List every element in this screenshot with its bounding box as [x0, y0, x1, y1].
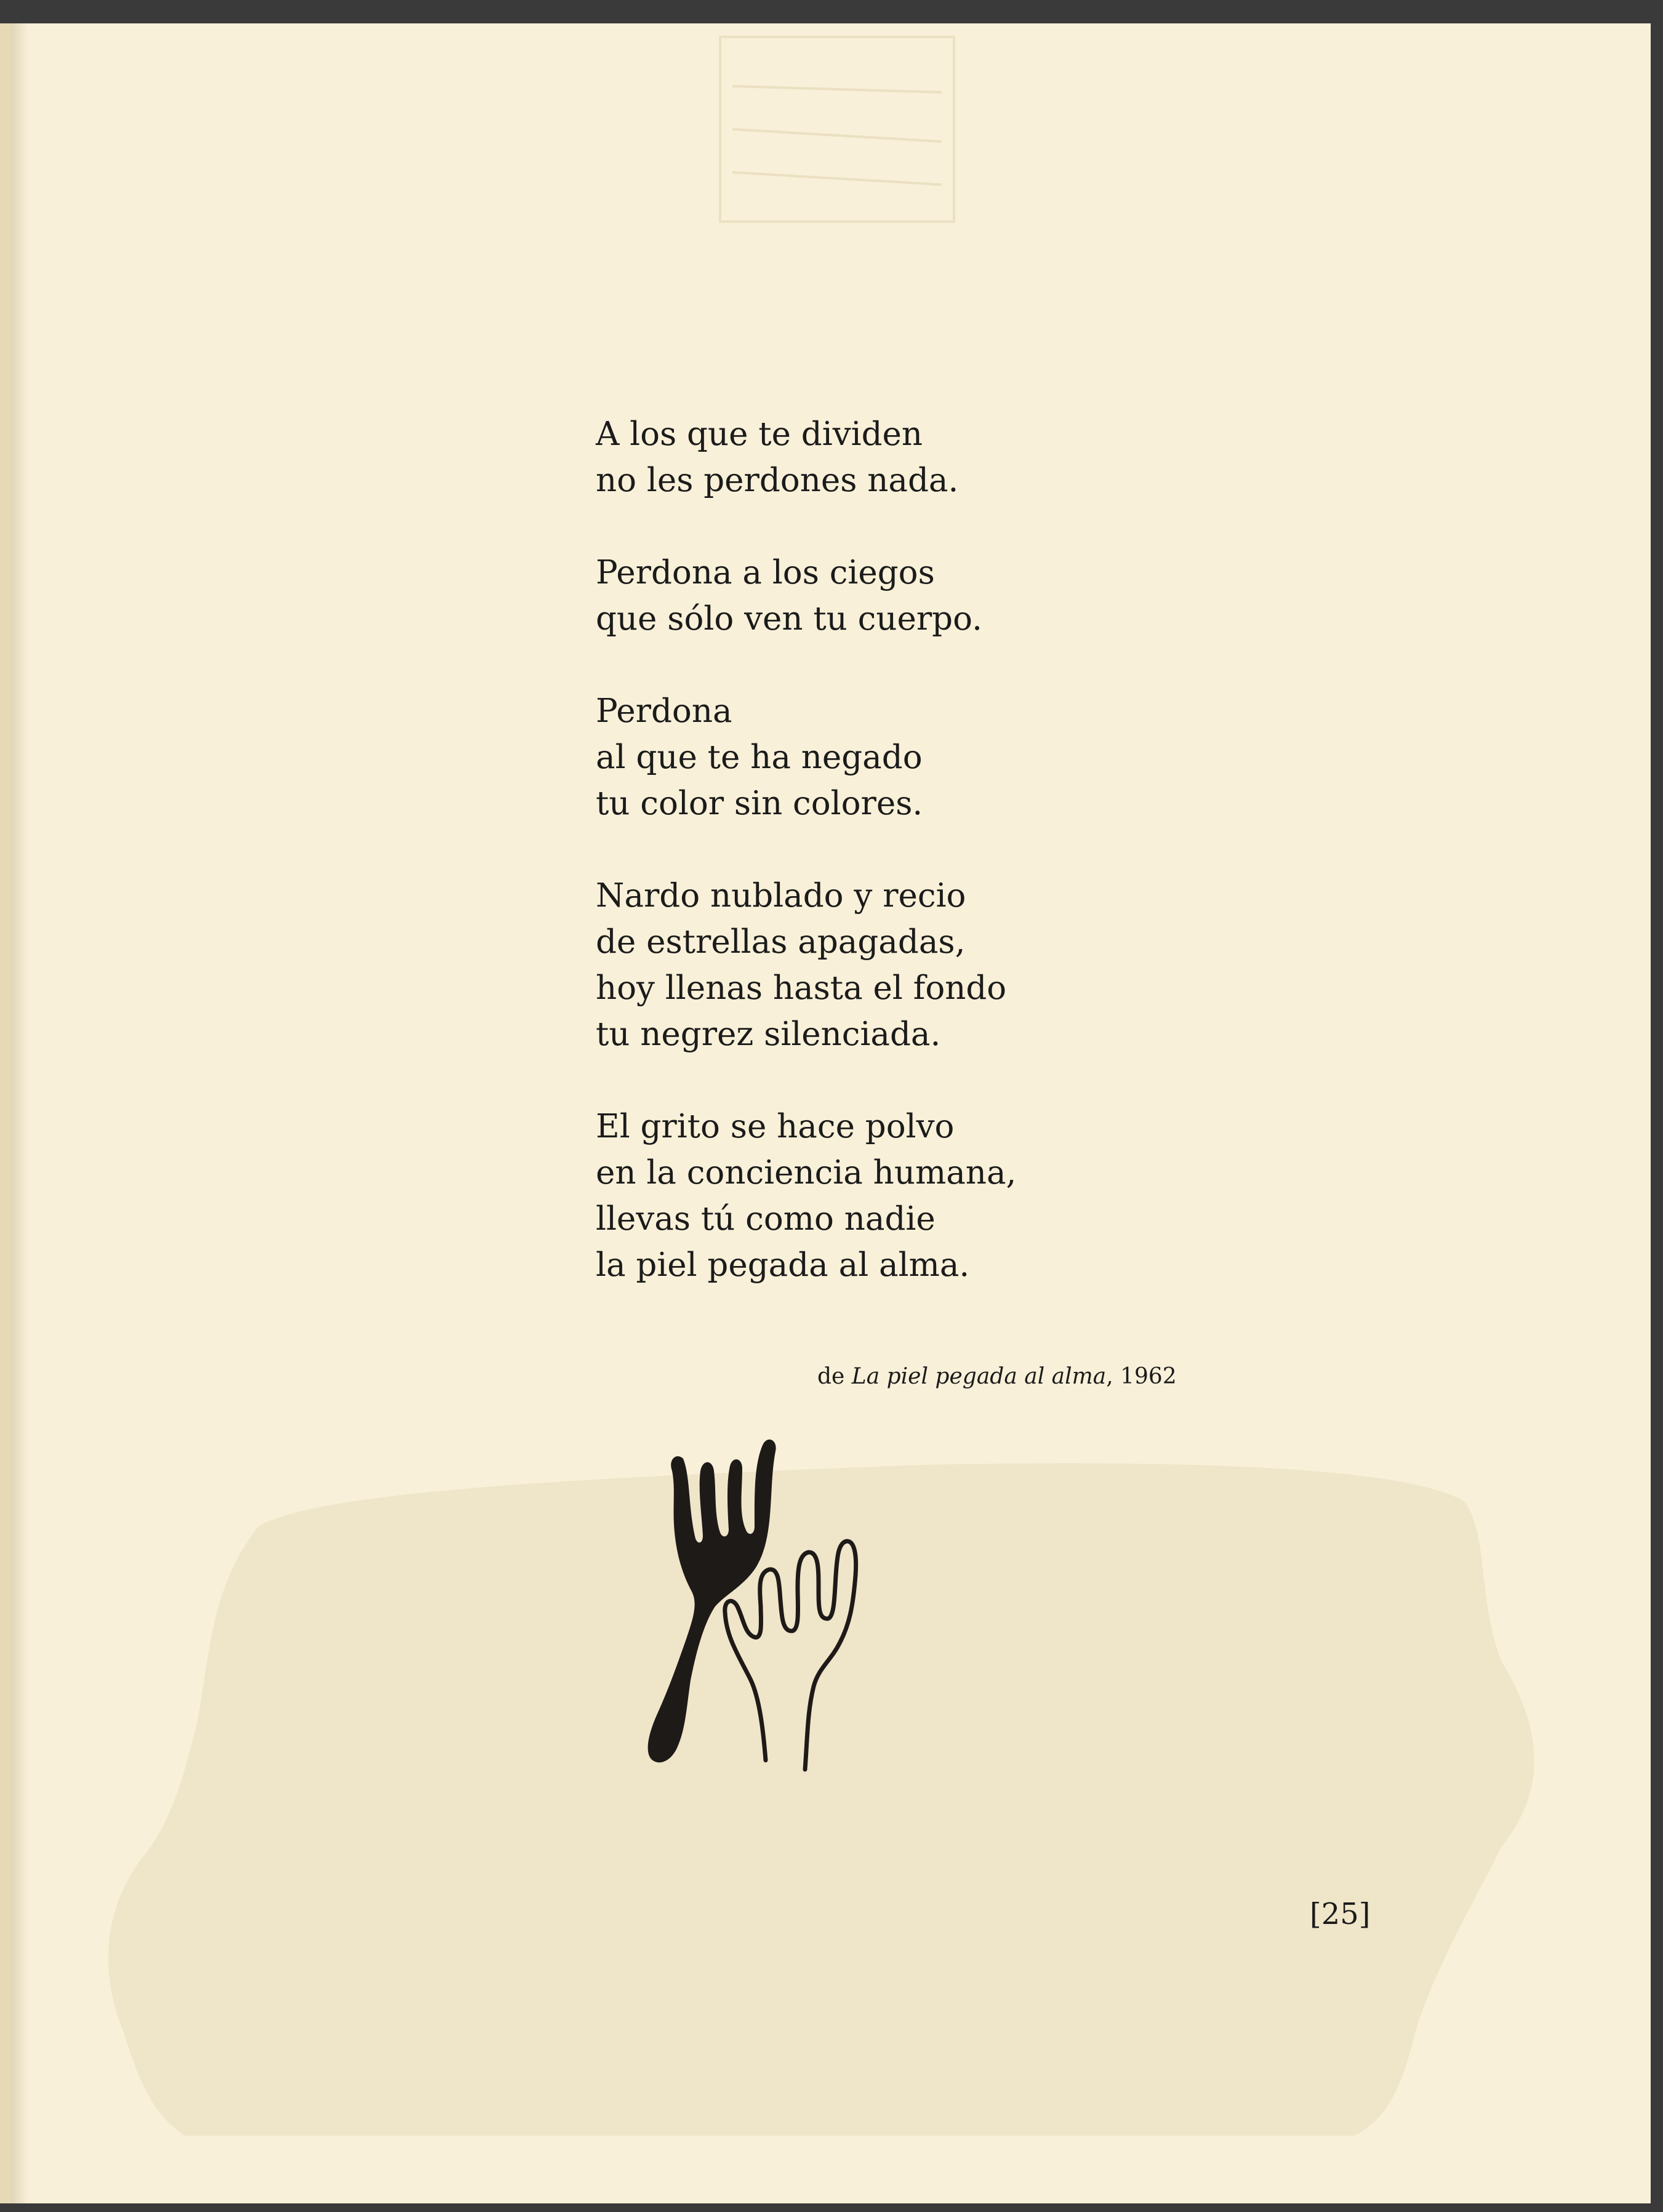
stanza	[596, 1104, 1273, 1288]
stanza	[596, 550, 1273, 642]
poem-line: de estrellas apagadas,	[596, 923, 966, 961]
poem-line: que sólo ven tu cuerpo.	[596, 600, 982, 638]
poem-line: no les perdones nada.	[596, 462, 959, 499]
page-number: [25]	[1310, 1897, 1371, 1931]
poem-line: A los que te dividen	[596, 415, 923, 453]
poem-line: al que te ha negado	[596, 739, 923, 776]
poem	[596, 411, 1273, 1334]
poem-line: tu color sin colores.	[596, 785, 923, 822]
fork-and-hand-drawing	[634, 1422, 942, 1773]
poem-line: Perdona	[596, 692, 732, 730]
poem-line: tu negrez silenciada.	[596, 1016, 941, 1053]
scan-border-bottom	[0, 2203, 1663, 2212]
source-attribution	[817, 1361, 1248, 1392]
scan-border-top	[0, 0, 1663, 23]
scan-border-right	[1651, 23, 1663, 2212]
poem-line: El grito se hace polvo	[596, 1108, 955, 1145]
attribution-year: , 1962	[1106, 1364, 1177, 1389]
fork-icon	[648, 1440, 776, 1763]
poem-line: en la conciencia humana,	[596, 1154, 1017, 1192]
poem-line: llevas tú como nadie	[596, 1200, 936, 1238]
stanza	[596, 688, 1273, 827]
attribution-prefix: de	[817, 1364, 852, 1389]
poem-line: Perdona a los ciegos	[596, 554, 935, 591]
page-binding-edge	[0, 23, 11, 2203]
stanza	[596, 873, 1273, 1057]
poem-line: Nardo nublado y recio	[596, 877, 966, 915]
attribution-work-title: La piel pegada al alma	[851, 1364, 1107, 1389]
poem-line: hoy llenas hasta el fondo	[596, 969, 1007, 1007]
poem-line: la piel pegada al alma.	[596, 1246, 970, 1284]
stanza	[596, 411, 1273, 503]
